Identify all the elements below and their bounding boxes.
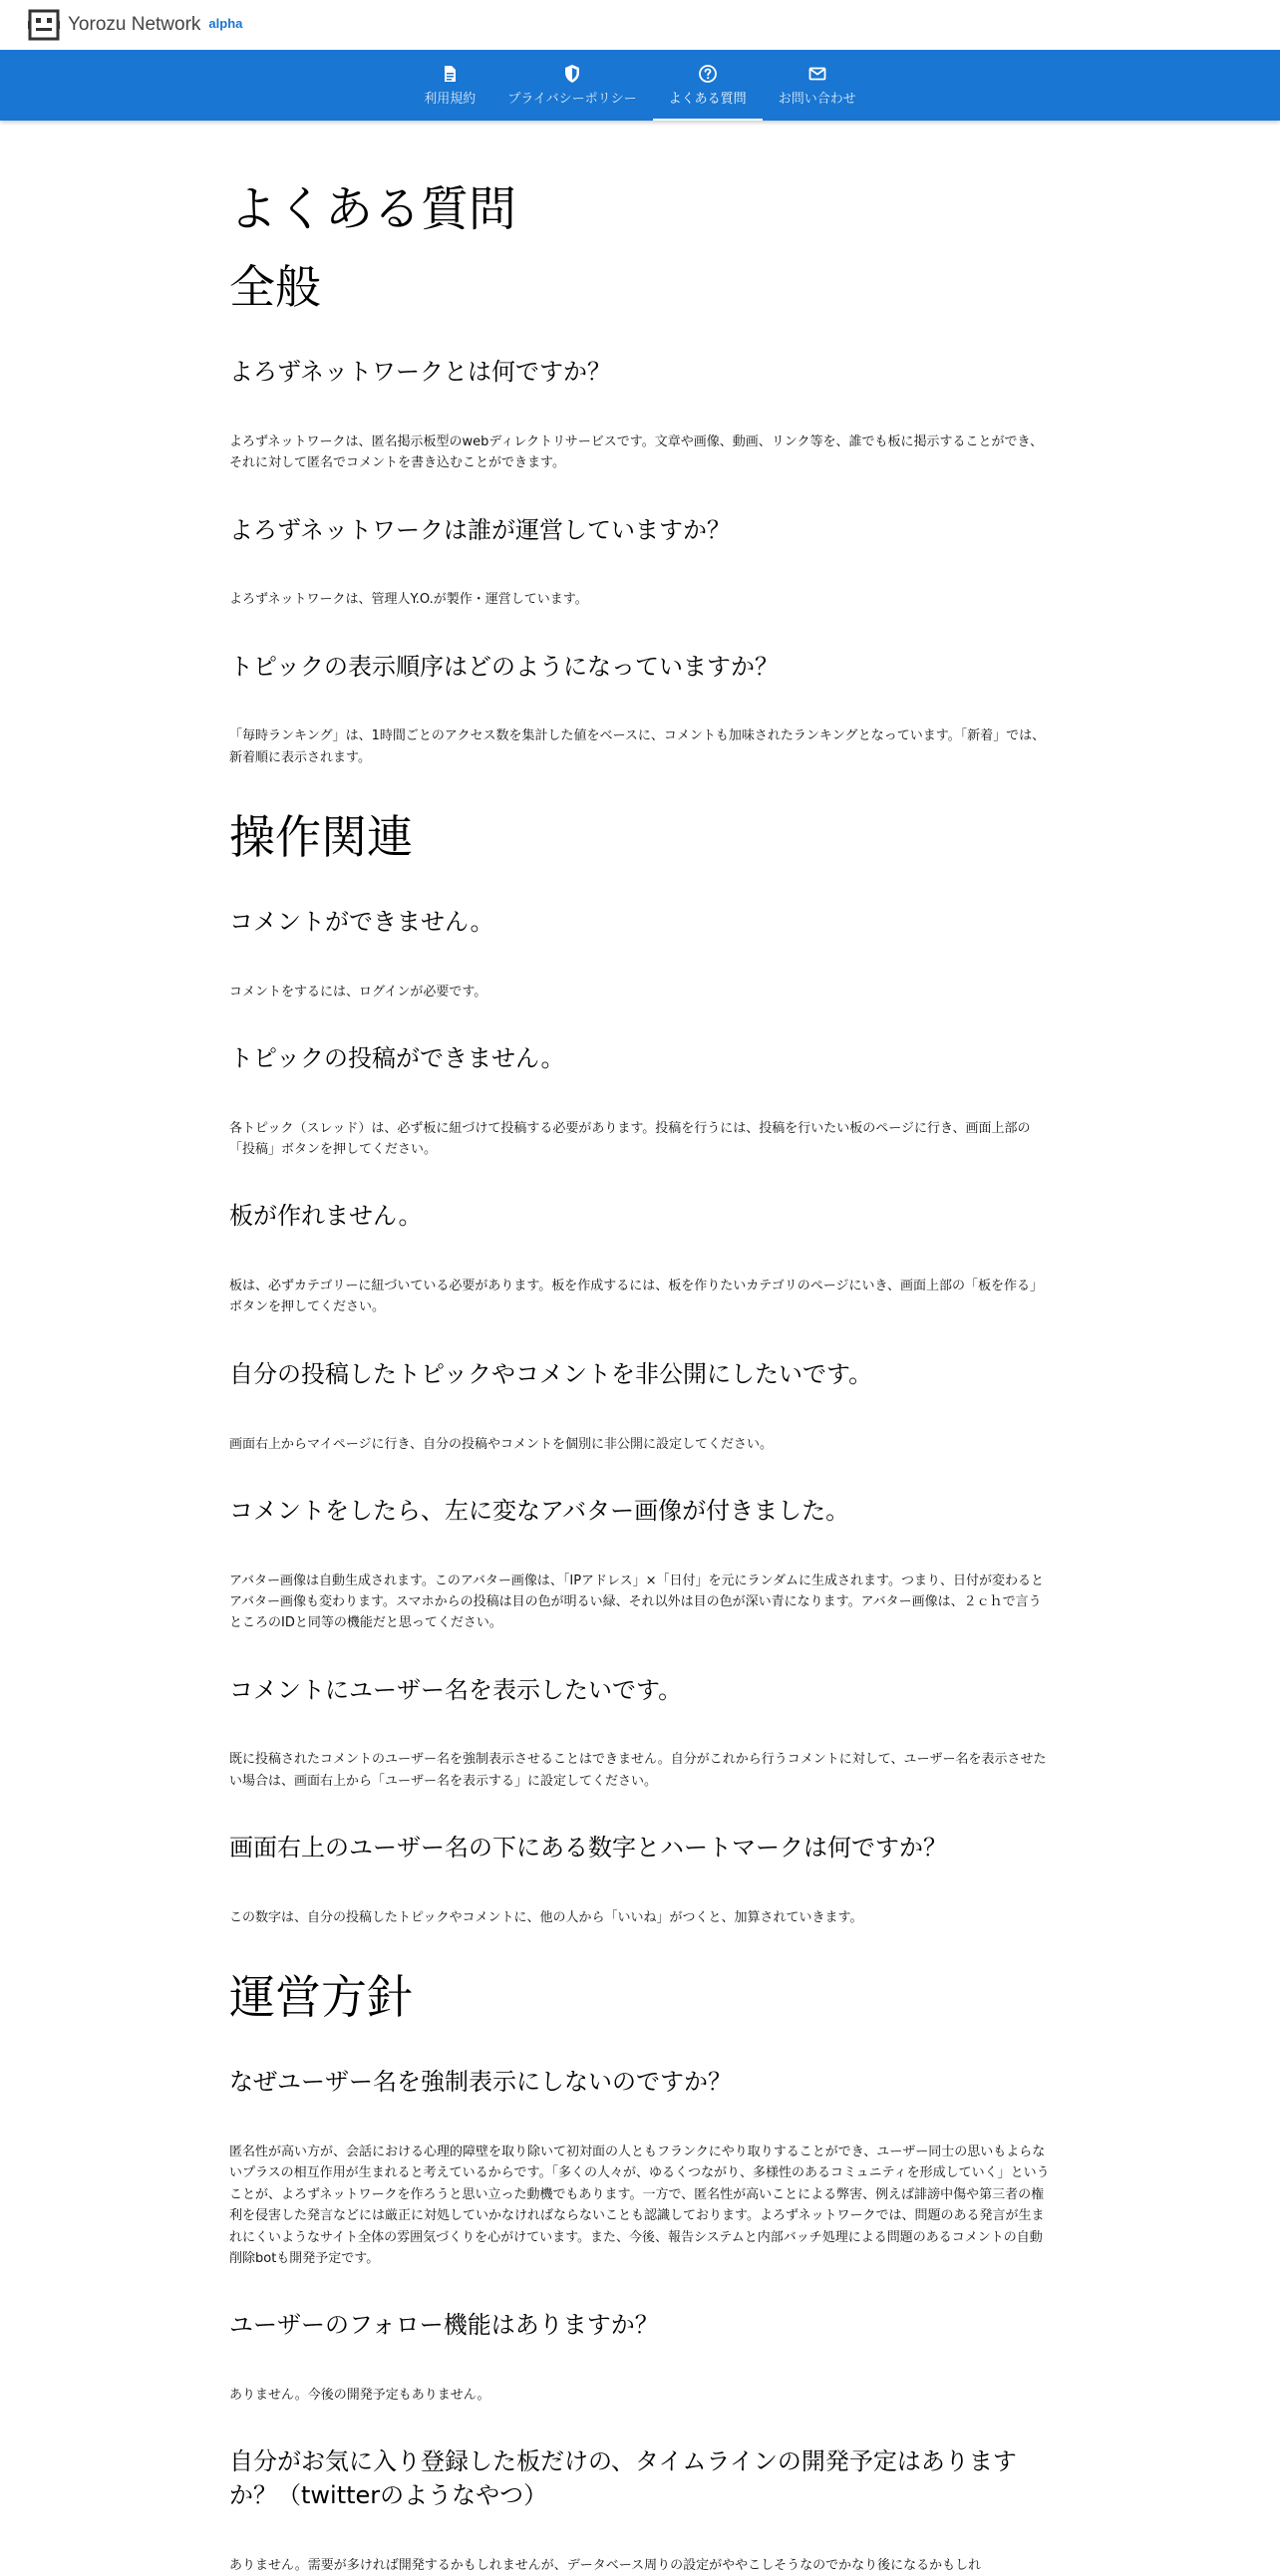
faq-answer: よろずネットワークは、管理人Y.O.が製作・運営しています。 bbox=[229, 592, 588, 608]
faq-answer: 板は、必ずカテゴリーに紐づいている必要があります。板を作成するには、板を作りたいカテゴリのページにいき、画面上部の「板を作る」ボタンを押してください。 bbox=[229, 1279, 1044, 1315]
faq-question: トピックの表示順序はどのようになっていますか？ bbox=[229, 652, 780, 681]
tab-faq-label: よくある質問 bbox=[668, 92, 747, 107]
faq-question: コメントができません。 bbox=[229, 907, 494, 936]
tab-contact[interactable] bbox=[763, 50, 872, 121]
top-header bbox=[0, 0, 1280, 50]
faq-question: コメントにユーザー名を表示したいです。 bbox=[229, 1675, 683, 1704]
brand-tag: alpha bbox=[208, 15, 243, 31]
faq-answer: この数字は、自分の投稿したトピックやコメントに、他の人から「いいね」がつくと、加算されていきます。 bbox=[229, 1909, 863, 1925]
tab-terms[interactable] bbox=[408, 50, 491, 121]
faq-answer: ありません。需要が多ければ開発するかもしれませんが、データベース周りの設定がややこしそうなのでかなり後になるかもしれ bbox=[229, 2557, 982, 2573]
faq-question: よろずネットワークは誰が運営していますか？ bbox=[229, 515, 732, 544]
tab-terms-label: 利用規約 bbox=[424, 92, 477, 107]
faq-answer: コメントをするには、ログインが必要です。 bbox=[229, 984, 487, 1000]
faq-section-operations bbox=[229, 808, 1051, 1928]
faq-question: よろずネットワークとは何ですか？ bbox=[229, 358, 612, 387]
faq-content bbox=[229, 121, 1051, 2576]
faq-answer: ありません。今後の開発予定もありません。 bbox=[229, 2387, 490, 2403]
brand-name[interactable]: Yorozu Network bbox=[68, 14, 201, 35]
faq-answer: アバター画像は自動生成されます。このアバター画像は、「IPアドレス」×「日付」を元にランダムに生成されます。つまり、日付が変わるとアバター画像も変わります。スマホからの投稿は目の色が明るい緑、それ以外は目の色が深い青になります。アバター画像は、２ｃｈで言うところのIDと同等の機能だと思ってください。 bbox=[229, 1573, 1044, 1631]
page-title: よくある質問 bbox=[229, 181, 517, 237]
tab-contact-label: お問い合わせ bbox=[778, 92, 856, 107]
tab-privacy[interactable] bbox=[491, 50, 652, 121]
faq-question: 自分がお気に入り登録した板だけの、タイムラインの開発予定はありますか？（twitterのようなやつ） bbox=[229, 2447, 1017, 2509]
faq-answer: 各トピック（スレッド）は、必ず板に紐づけて投稿する必要があります。投稿を行うには、投稿を行いたい板のページに行き、画面上部の「投稿」ボタンを押してください。 bbox=[229, 1120, 1031, 1158]
section-title: 操作関連 bbox=[229, 810, 413, 865]
faq-question: ユーザーのフォロー機能はありますか？ bbox=[229, 2311, 659, 2340]
faq-question: 画面右上のユーザー名の下にある数字とハートマークは何ですか？ bbox=[229, 1834, 947, 1862]
faq-answer: 既に投稿されたコメントのユーザー名を強制表示させることはできません。自分がこれから行うコメントに対して、ユーザー名を表示させたい場合は、画面右上から「ユーザー名を表示する」に設定してください。 bbox=[229, 1752, 1047, 1789]
faq-question: なぜユーザー名を強制表示にしないのですか？ bbox=[229, 2068, 732, 2097]
faq-answer: よろずネットワークは、匿名掲示板型のwebディレクトリサービスです。文章や画像、動画、リンク等を、誰でも板に掲示することができ、それに対して匿名でコメントを書き込むことができます。 bbox=[229, 433, 1043, 471]
faq-question: 板が作れません。 bbox=[229, 1202, 423, 1231]
mail-icon bbox=[807, 64, 827, 84]
faq-section-general bbox=[229, 258, 1051, 768]
faq-section-policy bbox=[229, 1968, 1051, 2576]
tab-privacy-label: プライバシーポリシー bbox=[507, 92, 637, 107]
shield-icon bbox=[562, 64, 582, 84]
tab-faq[interactable] bbox=[653, 50, 763, 121]
question-circle-icon bbox=[698, 64, 718, 84]
faq-answer: 「毎時ランキング」は、1時間ごとのアクセス数を集計した値をベースに、コメントも加味されたランキングとなっています。「新着」では、新着順に表示されます。 bbox=[229, 728, 1046, 765]
faq-answer: 画面右上からマイページに行き、自分の投稿やコメントを個別に非公開に設定してください。 bbox=[229, 1436, 773, 1452]
faq-question: 自分の投稿したトピックやコメントを非公開にしたいです。 bbox=[229, 1359, 873, 1388]
section-title: 全般 bbox=[229, 260, 321, 315]
main-nav bbox=[0, 50, 1280, 121]
faq-question: コメントをしたら、左に変なアバター画像が付きました。 bbox=[229, 1496, 850, 1525]
faq-question: トピックの投稿ができません。 bbox=[229, 1043, 565, 1072]
faq-answer: 匿名性が高い方が、会話における心理的障壁を取り除いて初対面の人ともフランクにやり取りすることができ、ユーザー同士の思いもよらないプラスの相互作用が生まれると考えているからです。「多くの人々が、ゆるくつながり、多様性のあるコミュニティを形成していく」ということが、よろずネットワークを作ろうと思い立った動機でもあります。一方で、匿名性が高いことによる弊害、例えば誹謗中傷や第三者の権利を侵害した発言などには厳正に対処していかなければならないことも認識しております。よろずネットワークでは、問題のある発言が生まれにくいようなサイト全体の雰囲気づくりを心がけています。また、今後、報告システムと内部バッチ処理による問題のあるコメントの自動削除botも開発予定です。 bbox=[229, 2144, 1050, 2266]
document-icon bbox=[440, 64, 460, 84]
yorozu-logo-icon[interactable] bbox=[28, 9, 60, 41]
section-title: 運営方針 bbox=[229, 1970, 413, 2025]
